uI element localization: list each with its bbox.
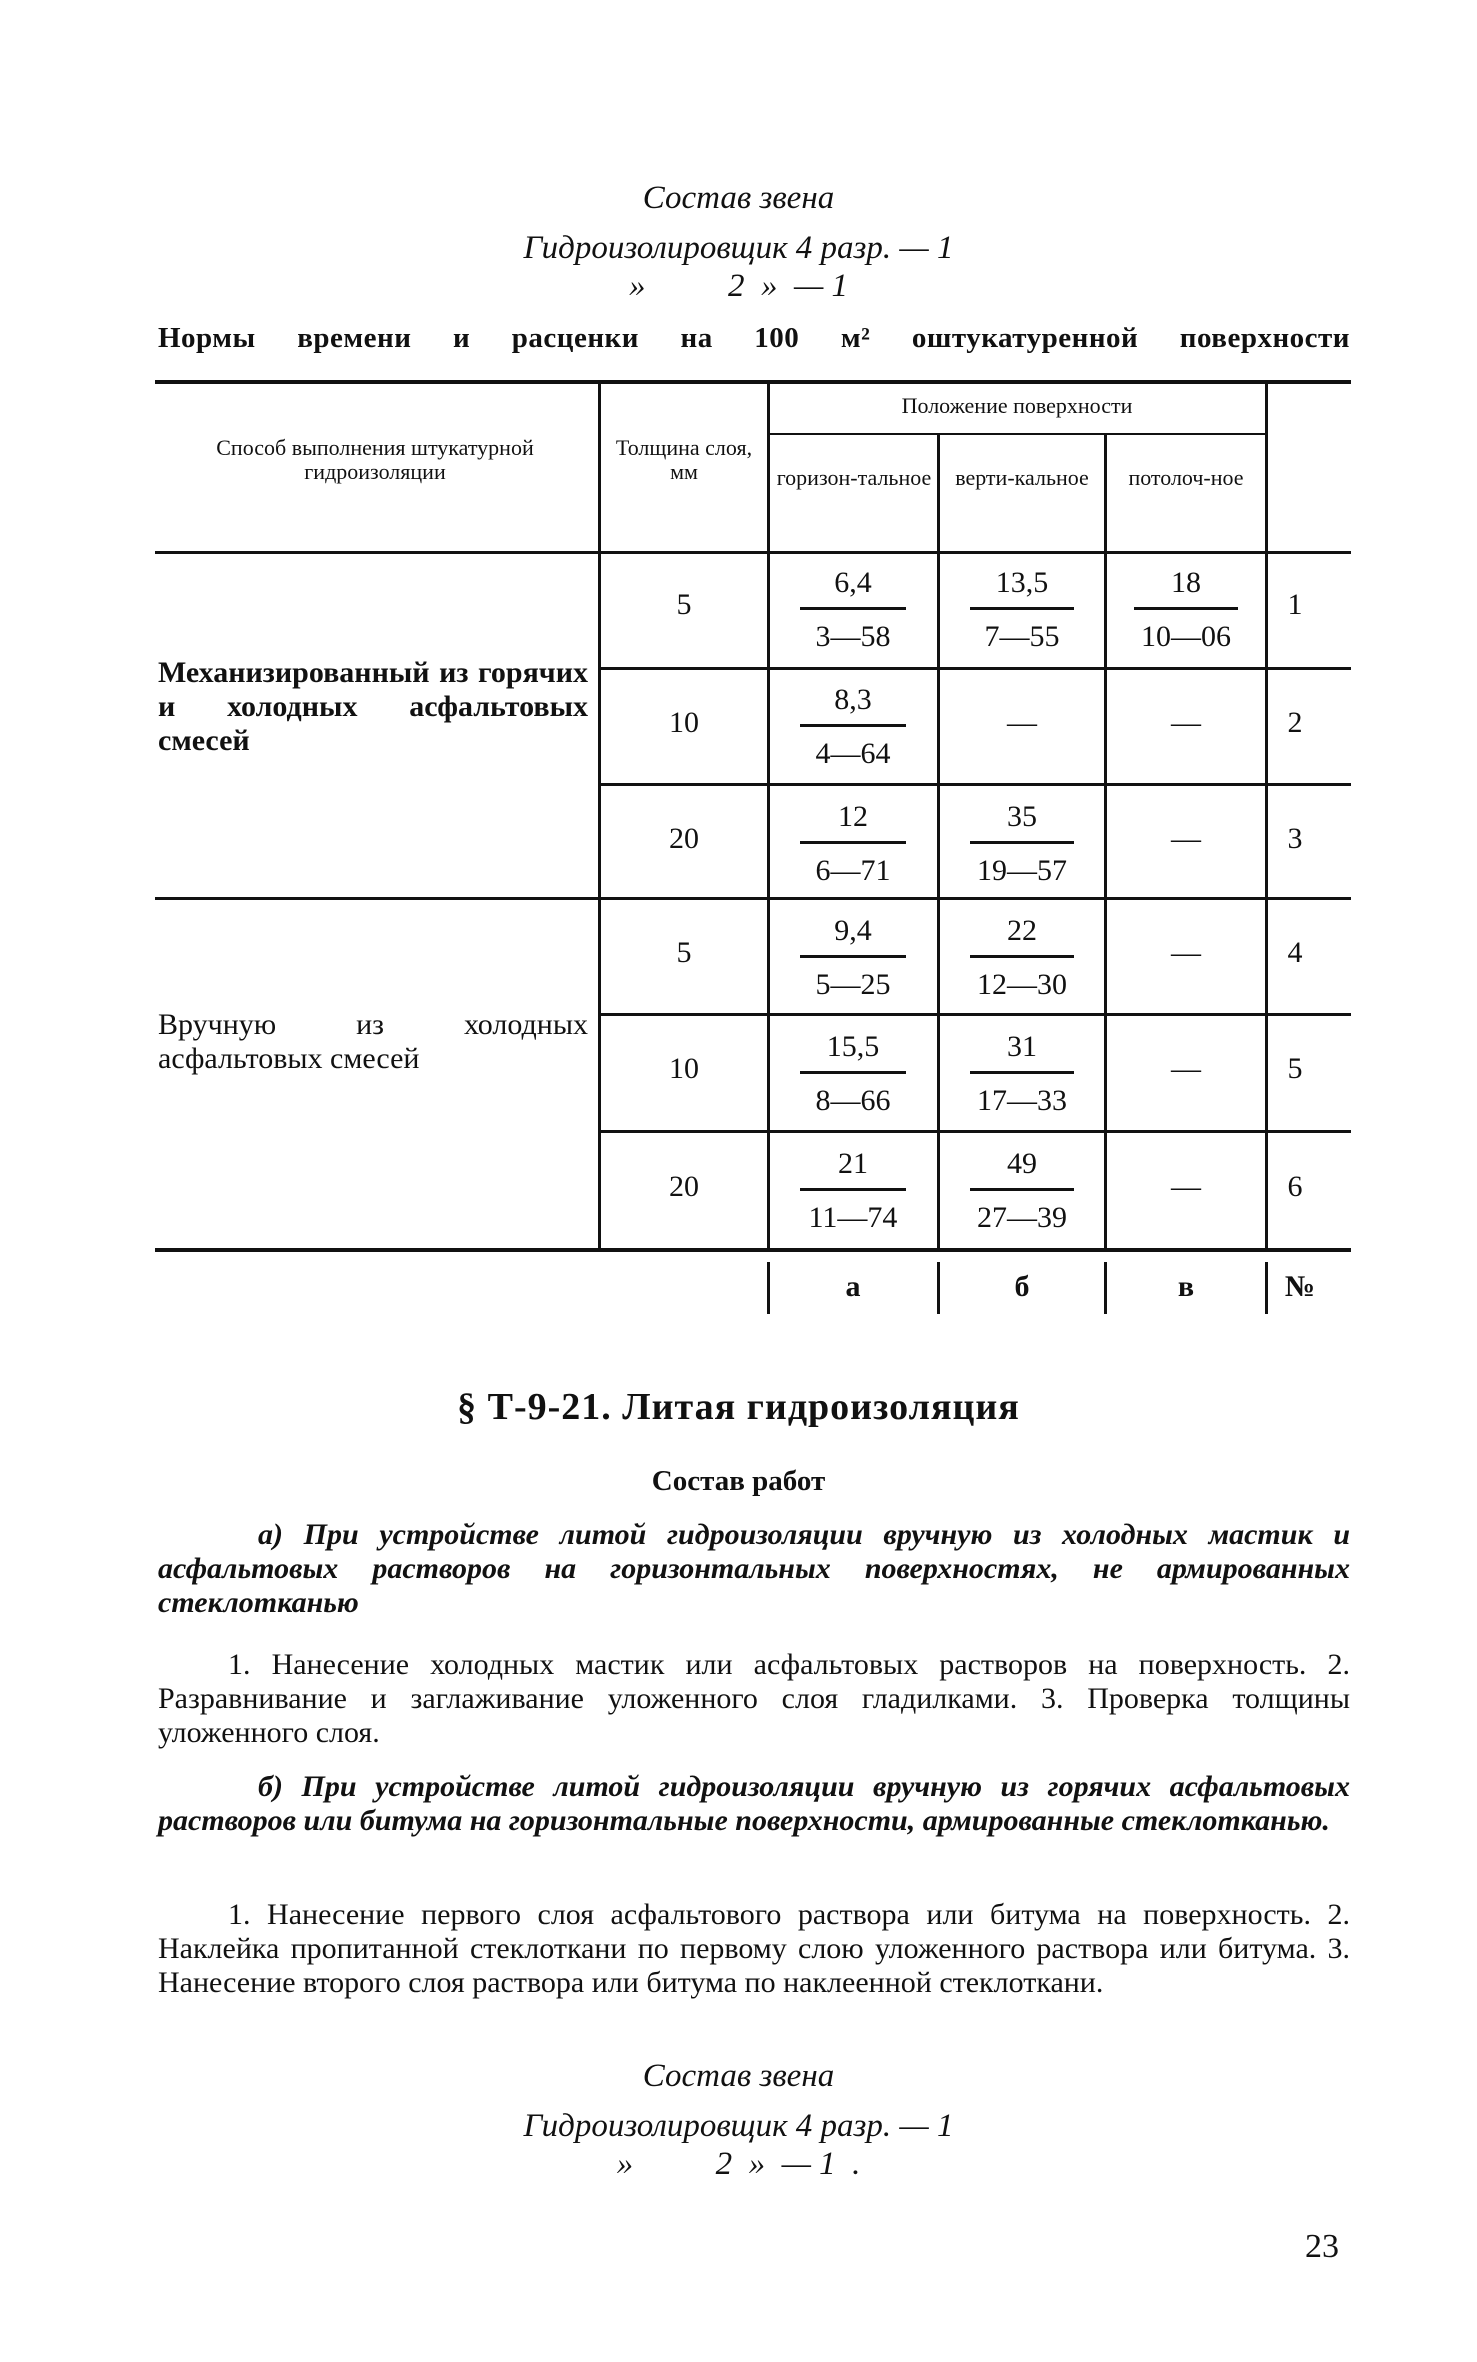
cell-a-time: 9,4 xyxy=(834,914,872,947)
crew-line-1: Гидроизолировщик 4 разр. — 1 xyxy=(523,230,954,266)
paragraph-b-title: б) При устройстве литой гидроизоляции вручную из горячих асфальтовых растворов или битума на горизонтальные поверхности, армированные стеклотканью. xyxy=(158,1770,1350,1837)
footer-tick xyxy=(767,1262,770,1314)
footer-col-b: б xyxy=(1014,1270,1030,1303)
cell-thickness: 5 xyxy=(676,936,692,969)
header-ceiling: потолоч-ное xyxy=(1128,465,1244,490)
header-divider xyxy=(1265,384,1268,551)
cell-c-dash: — xyxy=(1171,706,1201,739)
table-bottom-rule xyxy=(155,1248,1351,1252)
cell-a-time: 6,4 xyxy=(834,566,872,599)
fraction-line xyxy=(970,955,1074,958)
header-position-group: Положение поверхности xyxy=(901,393,1133,418)
crew-title: Состав звена xyxy=(642,180,835,216)
cell-c-dash: — xyxy=(1171,1170,1201,1203)
cell-b-time: 49 xyxy=(1007,1147,1037,1180)
cell-a-rate: 8—66 xyxy=(815,1084,891,1117)
fraction-line xyxy=(800,1188,906,1191)
body-divider xyxy=(937,554,940,1248)
header-vertical: верти-кальное xyxy=(955,465,1089,490)
footer-col-a: а xyxy=(845,1270,861,1303)
footer-tick xyxy=(1265,1262,1268,1314)
header-divider xyxy=(598,384,601,551)
fraction-line xyxy=(970,1071,1074,1074)
cell-a-rate: 3—58 xyxy=(815,620,891,653)
footer-tick xyxy=(1104,1262,1107,1314)
norms-caption: Нормы времени и расценки на 100 м² оштукатуренной поверхности xyxy=(158,322,1350,354)
crew-bottom-title: Состав звена xyxy=(642,2058,835,2094)
header-method: Способ выполнения штукатурной гидроизоляции xyxy=(216,435,534,484)
fraction-line xyxy=(800,955,906,958)
row-separator xyxy=(598,667,1351,670)
cell-a-time: 8,3 xyxy=(834,683,872,716)
cell-c-time: 18 xyxy=(1171,566,1201,599)
body-divider xyxy=(767,554,770,1248)
header-divider xyxy=(1104,435,1107,551)
fraction-line xyxy=(800,724,906,727)
fraction-line xyxy=(800,607,906,610)
cell-a-time: 21 xyxy=(838,1147,868,1180)
cell-a-rate: 5—25 xyxy=(815,968,891,1001)
cell-row-number: 4 xyxy=(1287,936,1303,969)
cell-a-time: 12 xyxy=(838,800,868,833)
row-separator xyxy=(598,783,1351,786)
cell-row-number: 2 xyxy=(1287,706,1303,739)
cell-b-rate: 12—30 xyxy=(977,968,1067,1001)
paragraph-a-body: 1. Нанесение холодных мастик или асфальтовых растворов на поверхность. 2. Разравнивание и заглаживание уложенного слоя гладилками. 3. Проверка толщины уложенного слоя. xyxy=(158,1648,1350,1749)
cell-b-time: 35 xyxy=(1007,800,1037,833)
cell-b-time: 13,5 xyxy=(995,566,1049,599)
cell-c-dash: — xyxy=(1171,1052,1201,1085)
cell-c-dash: — xyxy=(1171,822,1201,855)
header-thickness: Толщина слоя, мм xyxy=(615,435,753,484)
page-number: 23 xyxy=(1305,2228,1339,2265)
fraction-line xyxy=(970,1188,1074,1191)
cell-row-number: 3 xyxy=(1287,822,1303,855)
footer-tick xyxy=(937,1262,940,1314)
cell-b-time: 31 xyxy=(1007,1030,1037,1063)
section-subtitle: Состав работ xyxy=(651,1465,826,1497)
cell-b-rate: 27—39 xyxy=(977,1201,1067,1234)
cell-a-rate: 4—64 xyxy=(815,737,891,770)
paragraph-a-title: а) При устройстве литой гидроизоляции вручную из холодных мастик и асфальтовых растворов на горизонтальных поверхностях, не армированных стеклотканью xyxy=(158,1518,1350,1619)
body-divider xyxy=(1104,554,1107,1248)
cell-b-dash: — xyxy=(1007,706,1037,739)
cell-a-rate: 6—71 xyxy=(815,854,891,887)
cell-b-rate: 7—55 xyxy=(984,620,1060,653)
method-mechanized: Механизированный из горячих и холодных асфальтовых смесей xyxy=(158,656,588,757)
crew-line-2: » 2 » — 1 xyxy=(628,268,849,304)
cell-thickness: 5 xyxy=(676,588,692,621)
cell-b-time: 22 xyxy=(1007,914,1037,947)
cell-row-number: 1 xyxy=(1287,588,1303,621)
crew-bottom-line-1: Гидроизолировщик 4 разр. — 1 xyxy=(523,2108,954,2144)
footer-col-c: в xyxy=(1177,1270,1195,1303)
cell-thickness: 10 xyxy=(669,706,699,739)
cell-row-number: 5 xyxy=(1287,1052,1303,1085)
cell-c-rate: 10—06 xyxy=(1141,620,1231,653)
fraction-line xyxy=(970,841,1074,844)
header-horizontal: горизон-тальное xyxy=(776,465,932,490)
header-divider xyxy=(767,384,770,551)
position-group-rule xyxy=(770,433,1265,435)
method-manual: Вручную из холодных асфальтовых смесей xyxy=(158,1008,588,1075)
group-separator xyxy=(155,897,1351,900)
cell-b-rate: 17—33 xyxy=(977,1084,1067,1117)
cell-a-time: 15,5 xyxy=(826,1030,880,1063)
header-bottom-rule xyxy=(155,551,1351,554)
crew-bottom-line-2: » 2 » — 1 . xyxy=(616,2146,861,2182)
fraction-line xyxy=(970,607,1074,610)
body-divider xyxy=(598,554,601,1248)
cell-b-rate: 19—57 xyxy=(977,854,1067,887)
table-top-rule xyxy=(155,380,1351,384)
fraction-line xyxy=(800,841,906,844)
fraction-line xyxy=(800,1071,906,1074)
section-title: § Т-9-21. Литая гидроизоляция xyxy=(457,1386,1020,1428)
cell-thickness: 10 xyxy=(669,1052,699,1085)
row-separator xyxy=(598,1130,1351,1133)
fraction-line xyxy=(1134,607,1238,610)
cell-thickness: 20 xyxy=(669,822,699,855)
body-divider xyxy=(1265,554,1268,1248)
cell-row-number: 6 xyxy=(1287,1170,1303,1203)
footer-col-number: № xyxy=(1284,1270,1316,1303)
cell-a-rate: 11—74 xyxy=(808,1201,898,1234)
row-separator xyxy=(598,1013,1351,1016)
cell-thickness: 20 xyxy=(669,1170,699,1203)
header-divider xyxy=(937,435,940,551)
paragraph-b-body: 1. Нанесение первого слоя асфальтового раствора или битума на поверхность. 2. Наклейка пропитанной стеклоткани по первому слою уложенного раствора или битума. 3. Нанесение второго слоя раствора или битума по наклеенной стеклоткани. xyxy=(158,1898,1350,1999)
cell-c-dash: — xyxy=(1171,936,1201,969)
